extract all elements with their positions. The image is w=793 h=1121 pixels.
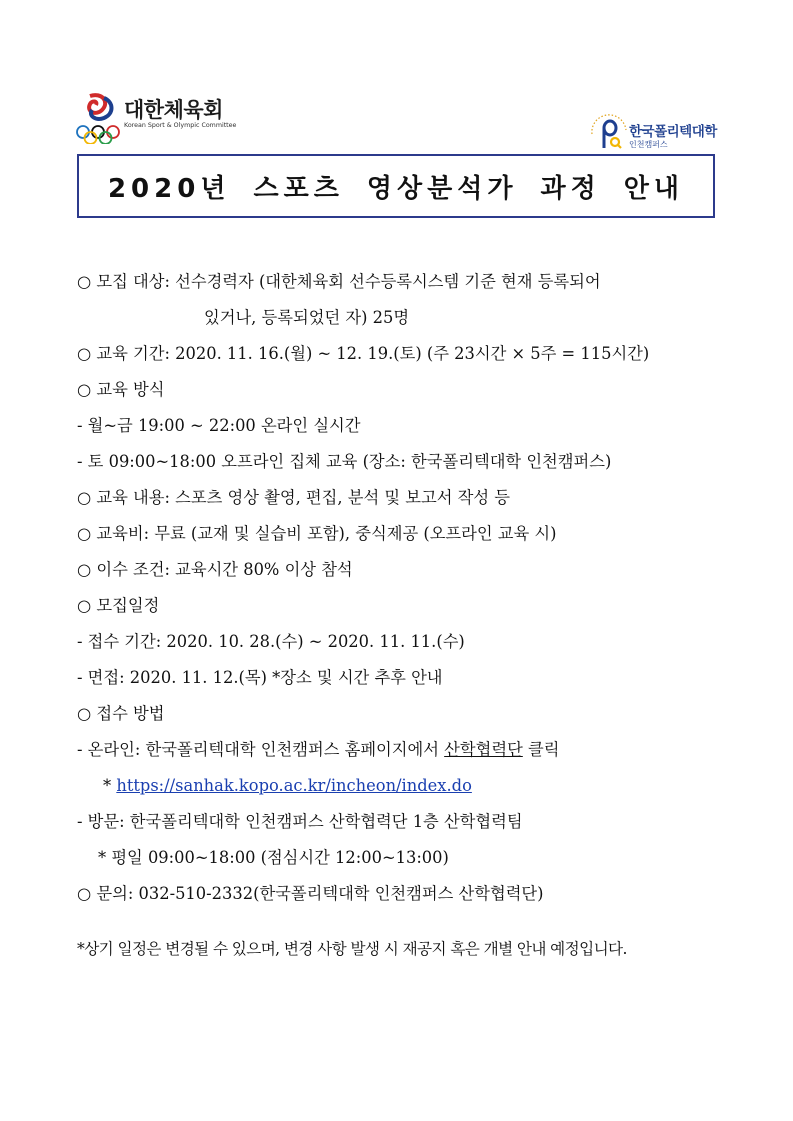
apply-visit-hours: * 평일 09:00~18:00 (점심시간 12:00~13:00) <box>98 848 449 867</box>
education-fee: ○ 교육비: 무료 (교재 및 실습비 포함), 중식제공 (오프라인 교육 시) <box>77 524 557 543</box>
apply-url-line <box>103 775 472 797</box>
apply-url-bullet: * <box>103 776 117 795</box>
sanhak-link-text: 산학협력단 <box>444 740 523 759</box>
recruit-target: ○ 모집 대상: 선수경력자 (대한체육회 선수등록시스템 기준 현재 등록되어 <box>77 272 601 291</box>
education-period: ○ 교육 기간: 2020. 11. 16.(월) ~ 12. 19.(토) (주 23시간 × 5주 = 115시간) <box>77 344 650 363</box>
schedule-interview: - 면접: 2020. 11. 12.(목) *장소 및 시간 추후 안내 <box>77 668 443 687</box>
apply-visit: - 방문: 한국폴리텍대학 인천캠퍼스 산학협력단 1층 산학협력팀 <box>77 812 523 831</box>
ksoc-name-english: Korean Sport & Olympic Committee <box>124 122 237 129</box>
education-method-heading: ○ 교육 방식 <box>77 380 165 399</box>
kopo-campus-name: 인천캠퍼스 <box>629 140 668 149</box>
kopo-emblem-icon <box>588 108 630 154</box>
recruit-schedule-heading: ○ 모집일정 <box>77 596 160 615</box>
title-box <box>77 154 715 218</box>
recruit-target-continued: 있거나, 등록되었던 자) 25명 <box>204 308 410 327</box>
education-content: ○ 교육 내용: 스포츠 영상 촬영, 편집, 분석 및 보고서 작성 등 <box>77 488 510 507</box>
method-offline: - 토 09:00~18:00 오프라인 집체 교육 (장소: 한국폴리텍대학 인천캠퍼스) <box>77 452 612 471</box>
page-title: 2020년 스포츠 영상분석가 과정 안내 <box>107 173 685 204</box>
ksoc-logo <box>74 92 237 144</box>
apply-online <box>77 739 559 761</box>
kopo-logo <box>588 108 723 156</box>
method-online: - 월~금 19:00 ~ 22:00 온라인 실시간 <box>77 416 361 435</box>
apply-method-heading: ○ 접수 방법 <box>77 704 165 723</box>
apply-online-prefix: - 온라인: 한국폴리텍대학 인천캠퍼스 홈페이지에서 <box>77 740 445 759</box>
kopo-name-korean: 한국폴리텍대학 <box>629 124 717 140</box>
schedule-receipt-period: - 접수 기간: 2020. 10. 28.(수) ~ 2020. 11. 11.(수) <box>77 632 465 651</box>
inquiry: ○ 문의: 032-510-2332(한국폴리텍대학 인천캠퍼스 산학협력단) <box>77 884 544 903</box>
ksoc-emblem-icon <box>74 92 124 144</box>
ksoc-name-korean: 대한체육회 <box>124 98 223 122</box>
footnote: *상기 일정은 변경될 수 있으며, 변경 사항 발생 시 재공지 혹은 개별 안내 예정입니다. <box>77 940 627 958</box>
apply-url-link[interactable]: https://sanhak.kopo.ac.kr/incheon/index.do <box>116 776 472 795</box>
completion-condition: ○ 이수 조건: 교육시간 80% 이상 참석 <box>77 560 353 579</box>
apply-online-suffix: 클릭 <box>522 740 560 759</box>
